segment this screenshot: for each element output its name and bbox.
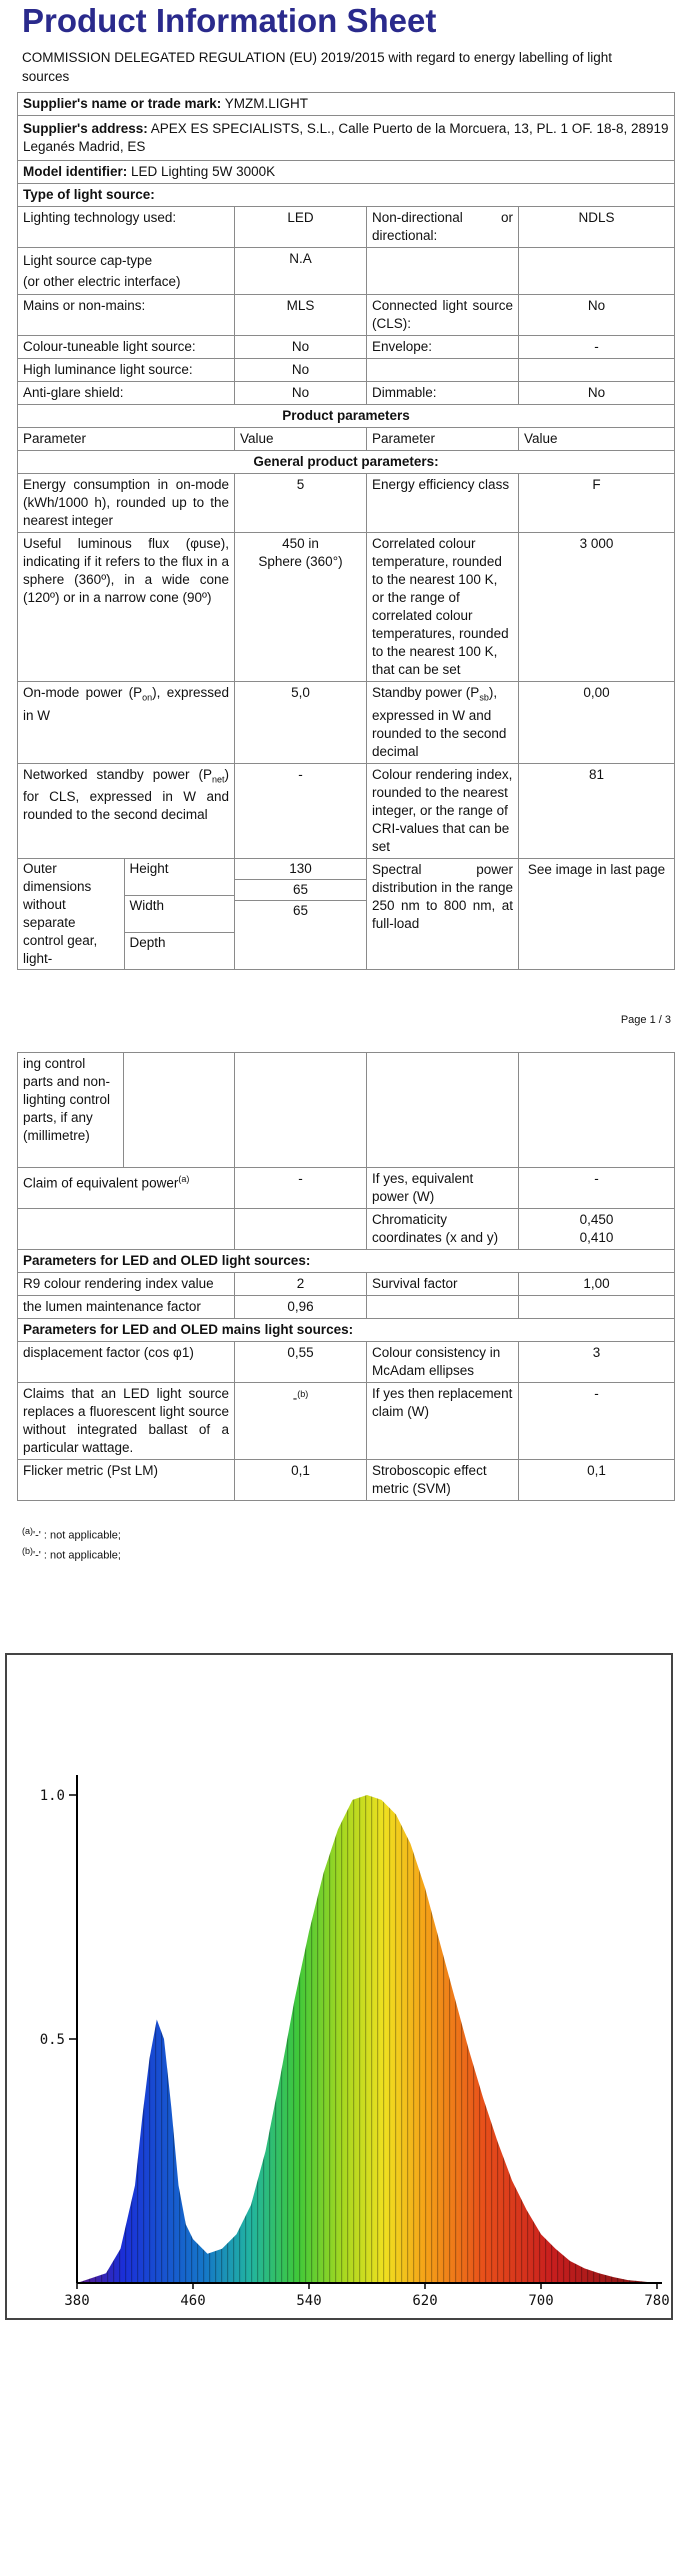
cri-value: 81 xyxy=(519,763,675,858)
table-row xyxy=(18,336,675,359)
spd-value: See image in last page xyxy=(519,858,675,969)
lumen-value: 0,96 xyxy=(235,1296,367,1319)
led-header-row xyxy=(18,1250,675,1273)
x-tick-label: 780 xyxy=(644,2293,670,2309)
spectrum-chart-frame xyxy=(5,1653,673,2320)
colour-value: No xyxy=(235,336,367,359)
table-row xyxy=(18,359,675,382)
supplier-address-label: Supplier's address: xyxy=(23,121,148,136)
tech-label: Lighting technology used: xyxy=(18,207,235,248)
table-row xyxy=(18,858,675,969)
pnet-sub: net xyxy=(211,774,225,785)
type-header-row xyxy=(18,184,675,207)
antiglare-label: Anti-glare shield: xyxy=(18,382,235,405)
envelope-label: Envelope: xyxy=(367,336,519,359)
equiv-label: Claim of equivalent power xyxy=(23,1175,179,1191)
flux-value-1: 450 in xyxy=(282,536,319,551)
model-label: Model identifier: xyxy=(23,164,128,179)
energy-label: Energy consumption in on-mode (kWh/1000 h), rounded up to the nearest integer xyxy=(18,474,235,533)
page-number: Page 1 / 3 xyxy=(620,1014,671,1026)
claims-value: - xyxy=(292,1390,298,1406)
claims-sup: (b) xyxy=(297,1389,309,1399)
y-tick-label: 0.5 xyxy=(39,2032,65,2048)
pnet-value: - xyxy=(235,763,367,858)
dims-label-part-2: ing control parts and non-lighting control parts, if any (millimetre) xyxy=(18,1053,124,1168)
disp-label: displacement factor (cos φ1) xyxy=(18,1342,235,1383)
mains-header: Parameters for LED and OLED mains light sources: xyxy=(18,1319,675,1342)
strobo-label: Stroboscopic effect metric (SVM) xyxy=(367,1460,519,1501)
spectrum-stripes xyxy=(77,1795,657,2283)
r9-label: R9 colour rendering index value xyxy=(18,1273,235,1296)
tech-value: LED xyxy=(235,207,367,248)
table-row xyxy=(18,1209,675,1250)
page-title: Product Information Sheet xyxy=(22,2,437,39)
psb-value: 0,00 xyxy=(519,682,675,764)
cls-label: Connected light source (CLS): xyxy=(367,295,519,336)
supplier-name-row xyxy=(18,93,675,116)
y-tick-label: 1.0 xyxy=(39,1788,65,1804)
width-label: Width xyxy=(124,895,234,932)
supplier-name-label: Supplier's name or trade mark: xyxy=(23,96,222,111)
general-header-row xyxy=(18,451,675,474)
highlum-label: High luminance light source: xyxy=(18,359,235,382)
table-row xyxy=(18,207,675,248)
depth-value: 65 xyxy=(292,902,309,918)
pon-sub: on xyxy=(142,692,153,703)
x-tick-label: 380 xyxy=(64,2293,90,2309)
flicker-value: 0,1 xyxy=(235,1460,367,1501)
chroma-x: 0,450 xyxy=(579,1212,614,1227)
model-row xyxy=(18,161,675,184)
pnet-label-b: ) for CLS, expressed in W and rounded to the second decimal xyxy=(23,766,229,823)
pon-label: On-mode power (P xyxy=(23,685,143,700)
model-identifier: LED Lighting 5W 3000K xyxy=(131,164,276,179)
cct-label: Correlated colour temperature, rounded to the nearest 100 K, or the range of correlated colour temperatures, rounded to the nearest 100 K, that can be set xyxy=(367,533,519,682)
dir-label: Non-directional or directional: xyxy=(367,207,519,248)
supplier-name: YMZM.LIGHT xyxy=(224,96,309,111)
product-params-header-row xyxy=(18,405,675,428)
cap-label: Light source cap-type xyxy=(23,253,153,268)
column-header-row xyxy=(18,428,675,451)
cls-value: No xyxy=(519,295,675,336)
consistency-value: 3 xyxy=(519,1342,675,1383)
x-tick-label: 620 xyxy=(412,2293,438,2309)
consistency-label: Colour consistency in McAdam ellipses xyxy=(367,1342,519,1383)
cri-label: Colour rendering index, rounded to the nearest integer, or the range of CRI-values that can be set xyxy=(367,763,519,858)
psb-label-b: ), expressed in W and rounded to the second decimal xyxy=(372,685,507,759)
pon-value: 5,0 xyxy=(235,682,367,764)
psb-sub: sb xyxy=(479,692,489,703)
page-1 xyxy=(0,0,683,1026)
replacement-value: - xyxy=(519,1383,675,1460)
dimmable-value: No xyxy=(519,382,675,405)
flux-label: Useful luminous flux (φuse), indicating if it refers to the flux in a sphere (360º), in a wide cone (120º) or in a narrow cone (90º) xyxy=(18,533,235,682)
table-row xyxy=(18,295,675,336)
col-value: Value xyxy=(235,428,367,451)
dimensions-subtable xyxy=(18,859,234,969)
general-header: General product parameters: xyxy=(18,451,675,474)
footnote-b: $^{(b)}$'-' : not applicable; xyxy=(22,1546,121,1562)
cap-value: N.A xyxy=(235,248,367,295)
antiglare-value: No xyxy=(235,382,367,405)
regulation-subtitle: COMMISSION DELEGATED REGULATION (EU) 2019/2015 with regard to energy labelling of light sources xyxy=(22,50,612,84)
mains-header-row xyxy=(18,1319,675,1342)
spectral-power-chart xyxy=(7,1655,671,2318)
product-info-table xyxy=(17,92,675,970)
product-info-table-continued xyxy=(17,1052,675,1501)
width-value: 65 xyxy=(235,879,366,900)
mains-label: Mains or non-mains: xyxy=(18,295,235,336)
table-row xyxy=(18,682,675,764)
psb-label: Standby power (P xyxy=(372,685,480,700)
col-parameter-2: Parameter xyxy=(367,428,519,451)
lumen-label: the lumen maintenance factor xyxy=(18,1296,235,1319)
r9-value: 2 xyxy=(235,1273,367,1296)
eclass-value: F xyxy=(519,474,675,533)
height-label: Height xyxy=(124,859,234,895)
highlum-value: No xyxy=(235,359,367,382)
table-row xyxy=(18,1296,675,1319)
strobo-value: 0,1 xyxy=(519,1460,675,1501)
height-value: 130 xyxy=(235,859,366,880)
table-row xyxy=(18,1460,675,1501)
equiv-value: - xyxy=(235,1168,367,1209)
cct-value: 3 000 xyxy=(519,533,675,682)
energy-value: 5 xyxy=(235,474,367,533)
spd-label: Spectral power distribution in the range 250 nm to 800 nm, at full-load xyxy=(367,858,519,969)
col-value-2: Value xyxy=(519,428,675,451)
dir-value: NDLS xyxy=(519,207,675,248)
led-header: Parameters for LED and OLED light sources: xyxy=(18,1250,675,1273)
pnet-label: Networked standby power (P xyxy=(23,766,212,782)
product-params-header: Product parameters xyxy=(18,405,675,428)
x-tick-label: 540 xyxy=(296,2293,322,2309)
survival-label: Survival factor xyxy=(367,1273,519,1296)
envelope-value: - xyxy=(519,336,675,359)
supplier-address-row xyxy=(18,116,675,161)
table-row xyxy=(18,382,675,405)
page-2 xyxy=(0,1052,683,1562)
table-row xyxy=(18,248,675,295)
dimensions-values xyxy=(235,859,366,921)
table-row xyxy=(18,533,675,682)
depth-label: Depth xyxy=(129,934,166,950)
survival-value: 1,00 xyxy=(519,1273,675,1296)
dimmable-label: Dimmable: xyxy=(367,382,519,405)
pon-label-b: ), expressed in W xyxy=(23,685,229,723)
table-row xyxy=(18,1168,675,1209)
disp-value: 0,55 xyxy=(235,1342,367,1383)
chroma-y: 0,410 xyxy=(579,1230,614,1245)
table-row xyxy=(18,474,675,533)
chroma-label: Chromaticity coordinates (x and y) xyxy=(367,1209,519,1250)
supplier-address: APEX ES SPECIALISTS, S.L., Calle Puerto de la Morcuera, 13, PL. 1 OF. 18-8, 28919 Leganés Madrid, ES xyxy=(23,121,669,154)
page-3 xyxy=(0,1590,683,2560)
dims-label-part-1: Outer dimensions without separate control gear, light- xyxy=(18,859,124,969)
equiv-power-value: - xyxy=(519,1168,675,1209)
mains-value: MLS xyxy=(235,295,367,336)
flux-value-2: Sphere (360°) xyxy=(258,554,343,569)
footnote-a: $^{(a)}$'-' : not applicable; xyxy=(22,1526,121,1542)
col-parameter: Parameter xyxy=(18,428,235,451)
table-row xyxy=(18,763,675,858)
cap-label-2: (or other electric interface) xyxy=(23,274,181,289)
colour-label: Colour-tuneable light source: xyxy=(18,336,235,359)
table-row xyxy=(18,1383,675,1460)
eclass-label: Energy efficiency class xyxy=(367,474,519,533)
table-row xyxy=(18,1273,675,1296)
table-row xyxy=(18,1342,675,1383)
dimensions-continued-row xyxy=(18,1053,675,1168)
claims-label: Claims that an LED light source replaces a fluorescent light source without integrated ballast of a particular wattage. xyxy=(18,1383,235,1460)
type-header: Type of light source: xyxy=(18,184,675,207)
flicker-label: Flicker metric (Pst LM) xyxy=(18,1460,235,1501)
equiv-power-label: If yes, equivalent power (W) xyxy=(367,1168,519,1209)
x-tick-label: 460 xyxy=(180,2293,206,2309)
equiv-sup: (a) xyxy=(178,1174,190,1184)
x-tick-label: 700 xyxy=(528,2293,554,2309)
replacement-label: If yes then replacement claim (W) xyxy=(367,1383,519,1460)
